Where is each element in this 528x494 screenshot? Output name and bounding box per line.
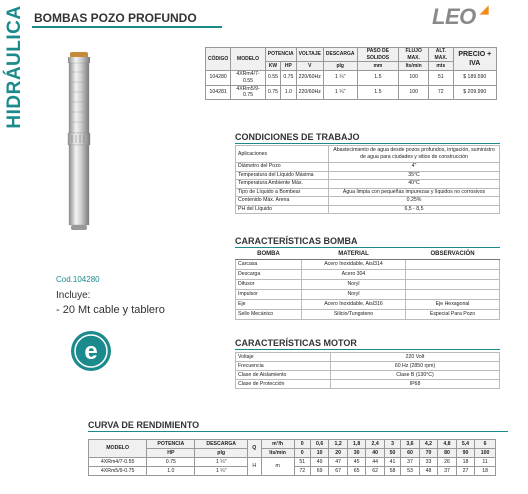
table-row: [206, 71, 497, 86]
cell: 60: [401, 449, 420, 458]
cell: [406, 270, 500, 280]
cell: 4,8: [438, 440, 457, 449]
cell: 220 Volt: [331, 353, 500, 362]
pump-specs-divider: [235, 247, 500, 248]
cell: Diámetro del Pozo: [236, 163, 329, 172]
col-descarga: DESCARGA: [195, 440, 248, 449]
cell: 220/60Hz: [296, 71, 323, 86]
cell: 1.5: [357, 71, 399, 86]
conditions-title: CONDICIONES DE TRABAJO: [235, 132, 360, 142]
col-potencia: POTENCIA: [265, 48, 296, 62]
unit-m3h: m³/h: [261, 440, 294, 449]
cell: 30: [347, 449, 366, 458]
table-row: [89, 458, 496, 467]
curve-units-row: [89, 449, 496, 458]
cell: Clase de Protección: [236, 380, 331, 389]
includes-item: - 20 Mt cable y tablero: [56, 304, 165, 316]
includes-label: Incluye:: [56, 290, 91, 301]
table-row: [236, 371, 500, 380]
cell: 0,6: [310, 440, 329, 449]
col-bomba: BOMBA: [236, 250, 302, 260]
table-row: [236, 171, 500, 180]
cell: Sello Mecánico: [236, 310, 302, 320]
product-code: Cod.104280: [56, 275, 100, 284]
cell: 51: [429, 71, 454, 86]
cell: [406, 280, 500, 290]
cell: 1.5: [357, 85, 399, 100]
cell: 37: [401, 458, 420, 467]
curve-header-row: [89, 440, 496, 449]
cell: 58: [384, 467, 400, 476]
cell: 104280: [206, 71, 231, 86]
cell: 51: [294, 458, 310, 467]
cell: Clase B (130°C): [331, 371, 500, 380]
unit-mm: mm: [357, 62, 399, 71]
cell: Noryl: [302, 290, 406, 300]
cell: 4,2: [419, 440, 438, 449]
cell: 1.0: [281, 85, 296, 100]
cell: 35°C: [329, 171, 500, 180]
cell: Difusor: [236, 280, 302, 290]
pump-specs-title: CARACTERÍSTICAS BOMBA: [235, 236, 358, 246]
table-row: [236, 353, 500, 362]
cell: 90: [456, 449, 475, 458]
cell: 1 ¼": [323, 71, 357, 86]
cell: 3: [384, 440, 400, 449]
cell: 18: [475, 467, 496, 476]
cell: 0.75: [265, 85, 280, 100]
side-category-label: [2, 5, 28, 138]
unit-hp: HP: [147, 449, 195, 458]
cell: Contenido Máx. Arena: [236, 197, 329, 206]
cell: 20: [329, 449, 348, 458]
curve-divider: [88, 431, 508, 432]
cell: 44: [366, 458, 385, 467]
pump-image: [62, 52, 96, 230]
col-paso-solidos: PASO DE SOLIDOS: [357, 48, 399, 62]
cell: 10: [310, 449, 329, 458]
cell: 3,6: [401, 440, 420, 449]
cell: 0: [294, 449, 310, 458]
cell: Noryl: [302, 280, 406, 290]
table-row: [236, 380, 500, 389]
col-potencia: POTENCIA: [147, 440, 195, 449]
cell: 47: [329, 458, 348, 467]
side-category-text: HIDRÁULICA: [4, 5, 25, 129]
cell: 18: [456, 458, 475, 467]
cell: Eje Hexagonal: [406, 300, 500, 310]
cell: $ 189.590: [453, 71, 496, 86]
cell: 40: [366, 449, 385, 458]
cell: 6,5 - 8,5: [329, 205, 500, 214]
cell: 4XRm4/7-0.55: [231, 71, 265, 86]
cell: 69: [310, 467, 329, 476]
cell: 4XRm5/9-0.75: [231, 85, 265, 100]
unit-kw: KW: [265, 62, 280, 71]
unit-hp: HP: [281, 62, 296, 71]
cell: 100: [399, 71, 429, 86]
curve-title: CURVA DE RENDIMIENTO: [88, 420, 200, 430]
cell: 65: [347, 467, 366, 476]
cell: Clase de Aislamiento: [236, 371, 331, 380]
motor-specs-divider: [235, 349, 500, 350]
conditions-divider: [235, 143, 500, 144]
cell: 72: [294, 467, 310, 476]
cell: Temperatura Ambiente Máx.: [236, 180, 329, 189]
cell: 100: [399, 85, 429, 100]
cell: $ 209.990: [453, 85, 496, 100]
table-row: [206, 85, 497, 100]
col-descarga: DESCARGA: [323, 48, 357, 62]
cell: PH del Líquido: [236, 205, 329, 214]
cell: 62: [366, 467, 385, 476]
q-label: Q: [247, 440, 261, 458]
motor-specs-title: CARACTERÍSTICAS MOTOR: [235, 338, 357, 348]
cell: 4XRm5/9-0.75: [89, 467, 147, 476]
cell: 67: [329, 467, 348, 476]
col-modelo: MODELO: [89, 440, 147, 458]
cell: Impulsor: [236, 290, 302, 300]
cell: 0: [294, 440, 310, 449]
table-row: [236, 188, 500, 197]
cell: 45: [347, 458, 366, 467]
cell: 27: [456, 467, 475, 476]
cell: 0.75: [147, 458, 195, 467]
conditions-table: [235, 145, 500, 214]
table-row: [236, 290, 500, 300]
cell: 2,4: [366, 440, 385, 449]
logo-swoosh-icon: ◢: [480, 4, 489, 16]
table-row: [236, 260, 500, 270]
cell: 4": [329, 163, 500, 172]
svg-text:e: e: [84, 338, 98, 365]
cell: Acero Inoxidable, AisI314: [302, 260, 406, 270]
cell: Tipo de Líquido a Bombear: [236, 188, 329, 197]
cell: 41: [384, 458, 400, 467]
title-underline: [32, 26, 222, 28]
cell: [406, 290, 500, 300]
cell: 0.55: [265, 71, 280, 86]
table-row: [236, 163, 500, 172]
table-row: [236, 205, 500, 214]
cell: 60 Hz (2850 rpm): [331, 362, 500, 371]
unit-lts: lts/min: [399, 62, 429, 71]
h-label: H: [247, 458, 261, 476]
cell: Eje: [236, 300, 302, 310]
cell: 0.25%: [329, 197, 500, 206]
page-title: BOMBAS POZO PROFUNDO: [34, 11, 197, 25]
efficiency-e-icon: [70, 330, 112, 372]
cell: 1,8: [347, 440, 366, 449]
cell: 11: [475, 458, 496, 467]
cell: 1,2: [329, 440, 348, 449]
cell: Agua limpia con pequeñas impurezas y líquidos no corrosivos: [329, 188, 500, 197]
cell: Voltaje: [236, 353, 331, 362]
table-row: [236, 280, 500, 290]
cell: [406, 260, 500, 270]
table-row: [236, 300, 500, 310]
col-material: MATERIAL: [302, 250, 406, 260]
cell: 5,4: [456, 440, 475, 449]
cell: 50: [384, 449, 400, 458]
col-codigo: CÓDIGO: [206, 48, 231, 71]
cell: 1.0: [147, 467, 195, 476]
unit-v: V: [296, 62, 323, 71]
unit-plg: plg: [195, 449, 248, 458]
cell: 6: [475, 440, 496, 449]
models-header-row: [206, 48, 497, 62]
unit-plg: plg: [323, 62, 357, 71]
cell: Descarga: [236, 270, 302, 280]
cell: 104281: [206, 85, 231, 100]
cell: 1 ¼": [195, 458, 248, 467]
col-observacion: OBSERVACIÓN: [406, 250, 500, 260]
unit-mts: mts: [429, 62, 454, 71]
unit-m: m: [261, 458, 294, 476]
curve-table: [88, 439, 496, 476]
cell: Temperatura del Líquido Máxima: [236, 171, 329, 180]
table-row: [236, 270, 500, 280]
models-table: [205, 47, 497, 100]
pump-specs-table: [235, 250, 500, 320]
cell: 100: [475, 449, 496, 458]
cell: Aplicaciones: [236, 146, 329, 163]
cell: Frecuencia: [236, 362, 331, 371]
cell: 40°C: [329, 180, 500, 189]
cell: 49: [310, 458, 329, 467]
cell: 26: [438, 458, 457, 467]
cell: 33: [419, 458, 438, 467]
pump-specs-header-row: [236, 250, 500, 260]
unit-lts: lts/min: [261, 449, 294, 458]
brand-logo-text: LEO: [432, 4, 476, 29]
cell: 4XRm4/7-0.55: [89, 458, 147, 467]
col-precio: PRECIO + IVA: [453, 48, 496, 71]
cell: Carcasa: [236, 260, 302, 270]
table-row: [236, 197, 500, 206]
col-flujo-max: FLUJO MAX.: [399, 48, 429, 62]
table-row: [236, 362, 500, 371]
cell: IP68: [331, 380, 500, 389]
cell: Acero Inoxidable, AisI316: [302, 300, 406, 310]
cell: 1 ¼": [323, 85, 357, 100]
cell: 72: [429, 85, 454, 100]
col-voltaje: VOLTAJE: [296, 48, 323, 62]
brand-logo: [432, 6, 498, 28]
cell: 70: [419, 449, 438, 458]
col-alt-max: ALT. MAX.: [429, 48, 454, 62]
motor-specs-table: [235, 352, 500, 389]
cell: 1 ¼": [195, 467, 248, 476]
cell: Especial Para Pozo: [406, 310, 500, 320]
cell: 80: [438, 449, 457, 458]
table-row: [236, 146, 500, 163]
cell: 220/60Hz: [296, 85, 323, 100]
cell: 48: [419, 467, 438, 476]
col-modelo: MODELO: [231, 48, 265, 71]
table-row: [236, 180, 500, 189]
table-row: [236, 310, 500, 320]
cell: Abastecimiento de agua desde pozos profundos, irrigación, suministro de agua para ciudades y sitios de construcción: [329, 146, 500, 163]
cell: Acero 304: [302, 270, 406, 280]
cell: 53: [401, 467, 420, 476]
cell: Silicio/Tungsteno: [302, 310, 406, 320]
cell: 0.75: [281, 71, 296, 86]
cell: 37: [438, 467, 457, 476]
